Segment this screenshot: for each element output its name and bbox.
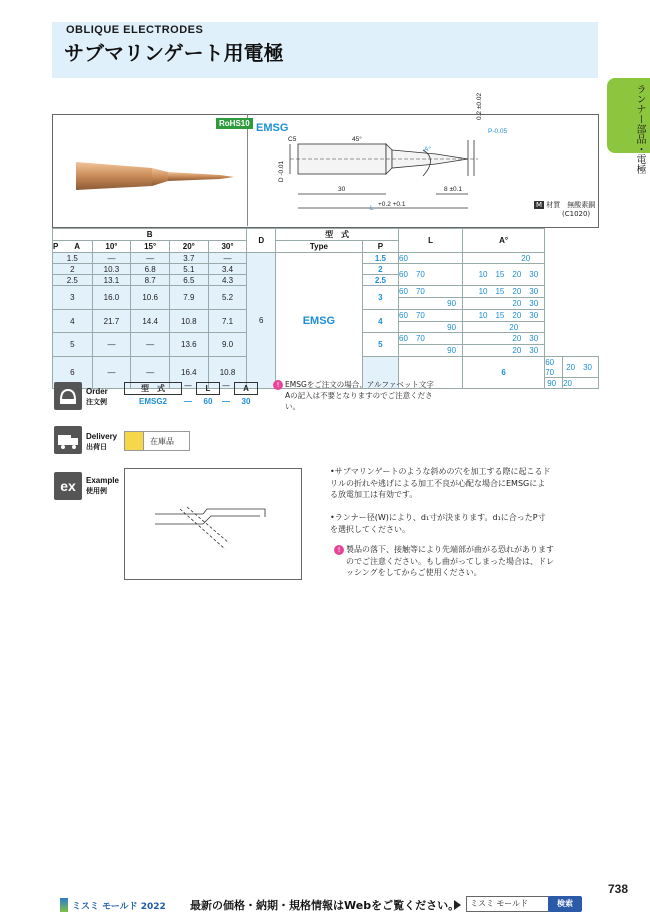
delivery-label-jp: 出荷日 [86,443,107,451]
stock-badge [124,431,190,451]
order-label-en: Order [86,387,108,396]
dim-02: 0.2 ±0.02 [476,92,483,120]
order-value-a: 30 [241,397,251,406]
dim-45: 45° [352,136,362,143]
order-header-type: 型 式 [124,382,182,395]
material-code: (C1020) [562,210,591,218]
example-bullet: •サブマリンゲートのような斜めの穴を加工する際に起こるドリルの折れや逃げによる加工不良が心配な場合にEMSGによる放電加工は有効です。 [330,467,551,499]
order-header-l: L [196,382,220,395]
col-p-a: P A [53,241,93,253]
subtitle-en: OBLIQUE ELECTRODES [66,24,204,36]
box-icon [125,432,144,450]
table-row: 5 — — 13.6 9.0 5 60 70 20 30 [53,333,599,345]
example-icon: ex [54,472,82,500]
col-b: B [53,229,247,241]
phone-order-icon [54,382,82,410]
example-label-en: Example [86,476,119,485]
dim-8: 8 ±0.1 [444,186,463,193]
col-angle-20: 20° [169,241,208,253]
dim-d: D -0.01 [278,160,286,183]
col-type-group: 型 式 [276,229,399,241]
electrode-photo [70,150,240,200]
delivery-label-en: Delivery [86,432,118,441]
order-dash: — [184,381,192,390]
col-angle-10: 10° [92,241,131,253]
d-value: 6 [247,253,276,389]
order-note: EMSGをご注文の場合、アルファベット文字Aの記入は不要となりますのでご注意ください。 [285,380,434,411]
table-row: 2 10.3 6.8 5.1 3.4 2 60 70 10 15 20 30 [53,264,599,275]
table-row: 2.5 13.1 8.7 6.5 4.3 2.5 [53,275,599,286]
order-value-l: 60 [203,397,213,406]
example-bullet: •ランナー径(W)により、d₁寸が決まります。d₁に合ったP寸を選択してください。 [330,513,546,534]
dim-l-tol: +0.2 +0.1 [378,201,406,208]
footer-message: 最新の価格・納期・規格情報はWebをご覧ください。 [190,899,460,912]
order-dash: — [222,397,230,406]
footer-bar [0,894,650,918]
col-type-p: P [362,241,398,253]
runner-gate-diagram [125,469,301,579]
truck-icon [54,426,82,454]
caution-icon: ! [334,545,344,555]
order-dash: — [184,397,192,406]
caution-icon: ! [273,380,283,390]
stock-status: 在庫品 [150,436,174,446]
play-icon [454,900,461,910]
example-label-jp: 使用例 [86,487,107,495]
dim-l: L [370,205,374,212]
table-row: 90 20 30 [53,298,599,310]
rohs-badge: RoHS10 [216,118,253,129]
dim-30: 30 [338,186,346,193]
misumi-logo-icon [60,898,68,912]
table-row: 6 — — 16.4 10.8 6 60 70 20 30 [53,357,599,378]
table-row: 1.5 — — 3.7 — 6 EMSG 1.5 60 20 [53,253,599,264]
col-a: A° [463,229,545,253]
col-d: D [247,229,276,253]
col-type: Type [276,241,363,253]
dim-a: A° [424,146,431,153]
col-angle-30: 30° [208,241,247,253]
table-row: 4 21.7 14.4 10.8 7.1 4 60 70 10 15 20 30 [53,310,599,322]
table-row: 90 20 30 [53,345,599,357]
dim-c5: C5 [288,136,297,143]
col-angle-15: 15° [131,241,170,253]
caution-note: 製品の落下、接触等により先端部が曲がる恐れがありますのでご注意ください。もし曲がってしまった場合は、ドレッシングをしてからご使用ください。 [346,545,554,577]
type-value: EMSG [276,253,363,389]
example-diagram-box [124,468,302,580]
category-tab-label: ランナー部品・電極 [634,84,645,174]
order-label-jp: 注文例 [86,398,107,406]
page-number: 738 [608,882,629,896]
material-note: M 材質 無酸素銅 [536,201,596,209]
part-type-label: EMSG [256,122,289,134]
footer-brand: ミスミ モールド 2022 [72,902,166,912]
table-row: 90 20 [53,322,599,333]
spec-table [52,228,599,389]
order-value-type: EMSG2 [138,397,167,406]
table-row: 90 20 [53,378,599,389]
order-header-a: A [234,382,258,395]
table-row: 3 16.0 10.6 7.9 5.2 3 60 70 10 15 20 30 [53,286,599,298]
figure-divider [247,115,248,226]
footer-search-input[interactable]: ミスミ モールド [466,896,549,912]
col-l: L [399,229,463,253]
order-dash: — [222,381,230,390]
page-title: サブマリンゲート用電極 [64,41,284,65]
dim-p: P-0.05 [488,128,508,135]
footer-search-button[interactable]: 検索 [548,896,582,912]
